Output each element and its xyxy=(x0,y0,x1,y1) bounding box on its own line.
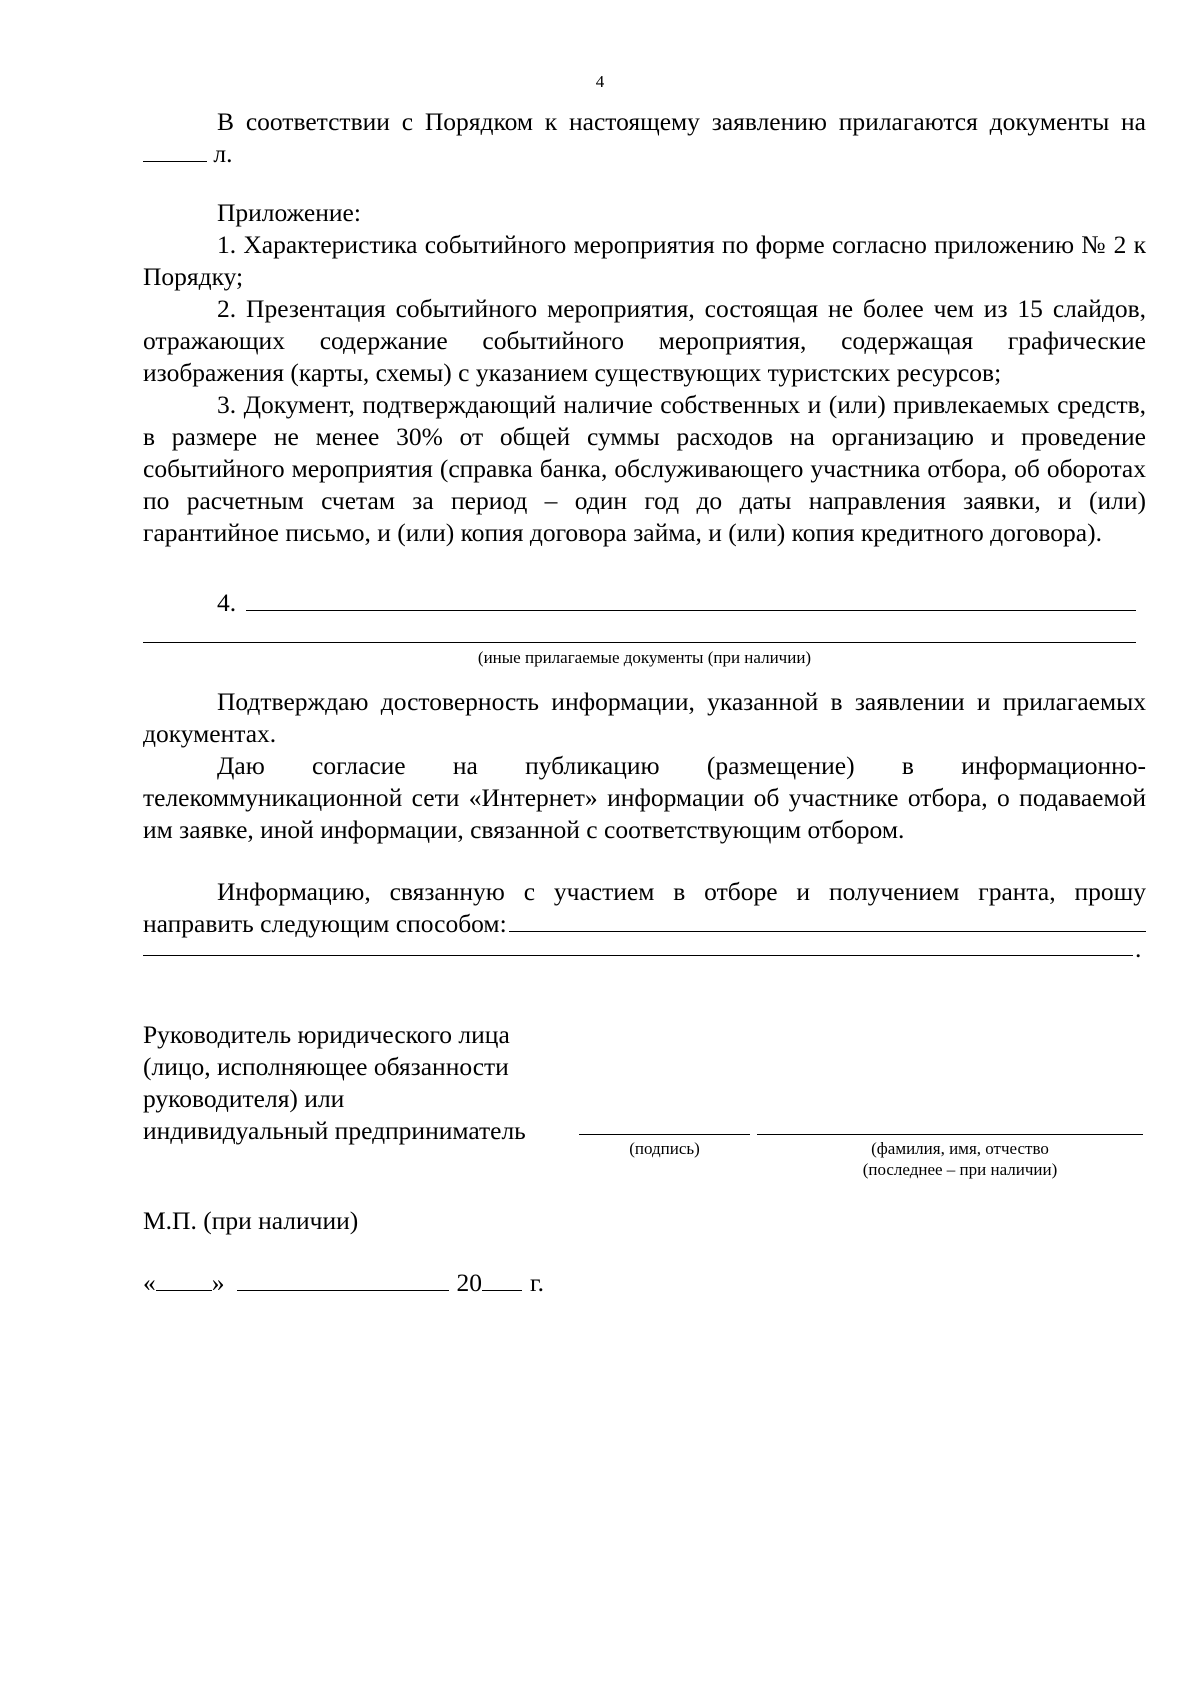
date-open-quote: « xyxy=(143,1268,156,1297)
page-number: 4 xyxy=(595,72,605,91)
date-year-suffix: г. xyxy=(530,1268,544,1297)
attachments-intro-text: В соответствии с Порядком к настоящему заявлению прилагаются документы на xyxy=(217,107,1146,136)
attachments-intro-unit: л. xyxy=(213,139,233,168)
appendix-section xyxy=(143,197,1146,549)
appendix-item-4-blank-line-2[interactable] xyxy=(143,642,1136,643)
full-name-caption-2: (последнее – при наличии) xyxy=(862,1160,1058,1179)
signature-block xyxy=(143,1019,743,1147)
delivery-line-1: Информацию, связанную с участием в отборе и получением гранта, прошу xyxy=(217,877,1146,906)
delivery-method-blank[interactable] xyxy=(509,909,1146,932)
full-name-caption-1: (фамилия, имя, отчество xyxy=(871,1139,1049,1158)
appendix-item-4-blank[interactable] xyxy=(246,588,1136,611)
date-month-blank[interactable] xyxy=(237,1268,449,1291)
consent-text: Даю согласие на публикацию (размещение) в информационно-телекоммуникационной сети «Интернет» информации об участнике отбора, о подаваемой им заявке, иной информации, связанной с соответствующим отбором. xyxy=(143,751,1146,844)
confirm-text: Подтверждаю достоверность информации, указанной в заявлении и прилагаемых документах. xyxy=(143,687,1146,748)
delivery-line-2: направить следующим способом: xyxy=(143,909,507,938)
signature-line-4: индивидуальный предприниматель xyxy=(143,1116,526,1145)
delivery-method-blank-line-2[interactable] xyxy=(143,955,1133,956)
signature-line-3: руководителя) или xyxy=(143,1084,345,1113)
delivery-section xyxy=(143,876,1146,940)
appendix-item-1: 1. Характеристика событийного мероприятия по форме согласно приложению № 2 к Порядку; xyxy=(143,230,1146,291)
full-name-blank[interactable] xyxy=(757,1134,1143,1135)
signature-line-2: (лицо, исполняющее обязанности xyxy=(143,1052,509,1081)
appendix-item-3: 3. Документ, подтверждающий наличие собственных и (или) привлекаемых средств, в размере не менее 30% от общей суммы расходов на организацию и проведение событийного мероприятия (справка банка, обслуживающего участника отбора, об оборотах по расчетным счетам за период – один год до даты направления заявки, и (или) гарантийное письмо, и (или) копия договора займа, и (или) копия кредитного договора). xyxy=(143,390,1146,547)
pages-count-blank[interactable] xyxy=(143,139,207,162)
signature-blank[interactable] xyxy=(579,1134,750,1135)
date-close-quote: » xyxy=(211,1268,225,1297)
appendix-item-2: 2. Презентация событийного мероприятия, состоящая не более чем из 15 слайдов, отражающих содержание событийного мероприятия, содержащая графические изображения (карты, схемы) с указанием существующих туристских ресурсов; xyxy=(143,294,1146,387)
appendix-item-4-caption: (иные прилагаемые документы (при наличии) xyxy=(477,648,812,667)
date-year-prefix: 20 xyxy=(456,1268,482,1297)
signature-caption: (подпись) xyxy=(629,1139,700,1158)
appendix-item-4 xyxy=(143,587,1146,619)
date-year-blank[interactable] xyxy=(482,1268,522,1291)
stamp-label: М.П. (при наличии) xyxy=(143,1206,359,1235)
confirmation-section xyxy=(143,686,1146,846)
appendix-item-4-number: 4. xyxy=(217,588,237,617)
attachments-intro xyxy=(143,106,1146,170)
appendix-heading: Приложение: xyxy=(217,198,361,227)
date-day-blank[interactable] xyxy=(156,1268,212,1291)
date-line xyxy=(143,1267,544,1299)
signature-line-1: Руководитель юридического лица xyxy=(143,1020,510,1049)
delivery-end-period: . xyxy=(1135,934,1142,963)
